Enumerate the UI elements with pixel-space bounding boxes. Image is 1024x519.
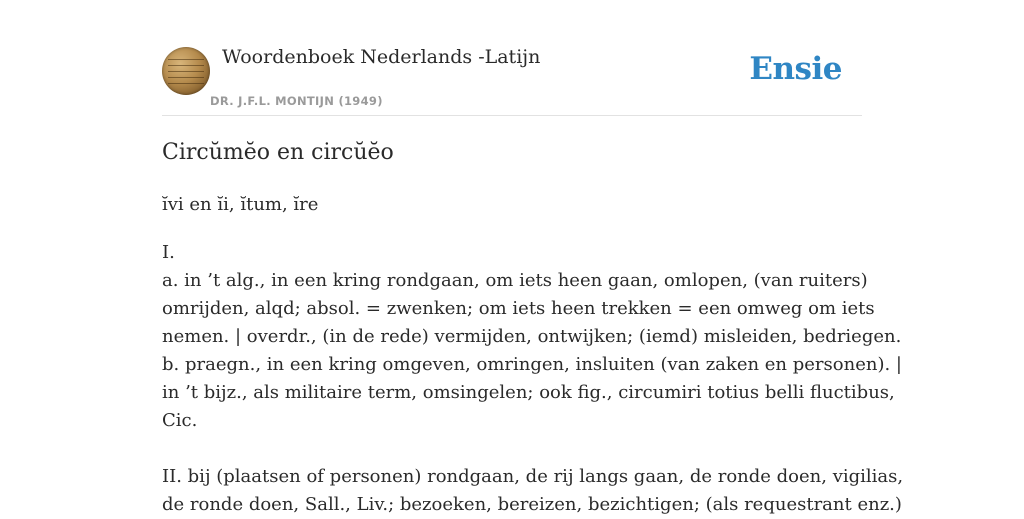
definition-line: I. [162, 242, 175, 263]
definition-line: nemen. | overdr., (in de rede) vermijden, ontwijken; (iemd) misleiden, bedriegen. [162, 326, 902, 347]
medallion-engraving [168, 65, 204, 66]
definition-line: II. bij (plaatsen of personen) rondgaan, de rij langs gaan, de ronde doen, vigilias, [162, 466, 904, 487]
entry-definition [162, 239, 904, 519]
medallion-engraving [168, 71, 204, 72]
book-author: DR. J.F.L. MONTIJN (1949) [210, 94, 383, 108]
ensie-logo-link[interactable]: Ensie [749, 51, 842, 87]
medallion-engraving [168, 83, 204, 84]
header-divider [162, 115, 862, 116]
medallion-engraving [168, 59, 204, 60]
definition-line: a. in ’t alg., in een kring rondgaan, om iets heen gaan, omlopen, (van ruiters) [162, 270, 868, 291]
entry-title: Circŭmĕo en circŭĕo [162, 140, 394, 165]
book-title[interactable]: Woordenboek Nederlands -Latijn [222, 46, 541, 68]
book-cover-medallion [162, 47, 210, 95]
definition-line: omrijden, alqd; absol. = zwenken; om iets heen trekken = een omweg om iets [162, 298, 875, 319]
medallion-engraving [168, 77, 204, 78]
entry-forms: ĭvi en ĭi, ĭtum, ĭre [162, 194, 319, 215]
definition-line [162, 435, 862, 463]
definition-line: in ’t bijz., als militaire term, omsingelen; ook fig., circumiri totius belli fluctibus, [162, 382, 895, 403]
definition-line: de ronde doen, Sall., Liv.; bezoeken, bereizen, bezichtigen; (als requestrant enz.) [162, 494, 902, 515]
definition-line: Cic. [162, 410, 198, 431]
definition-line: b. praegn., in een kring omgeven, omringen, insluiten (van zaken en personen). | [162, 354, 902, 375]
